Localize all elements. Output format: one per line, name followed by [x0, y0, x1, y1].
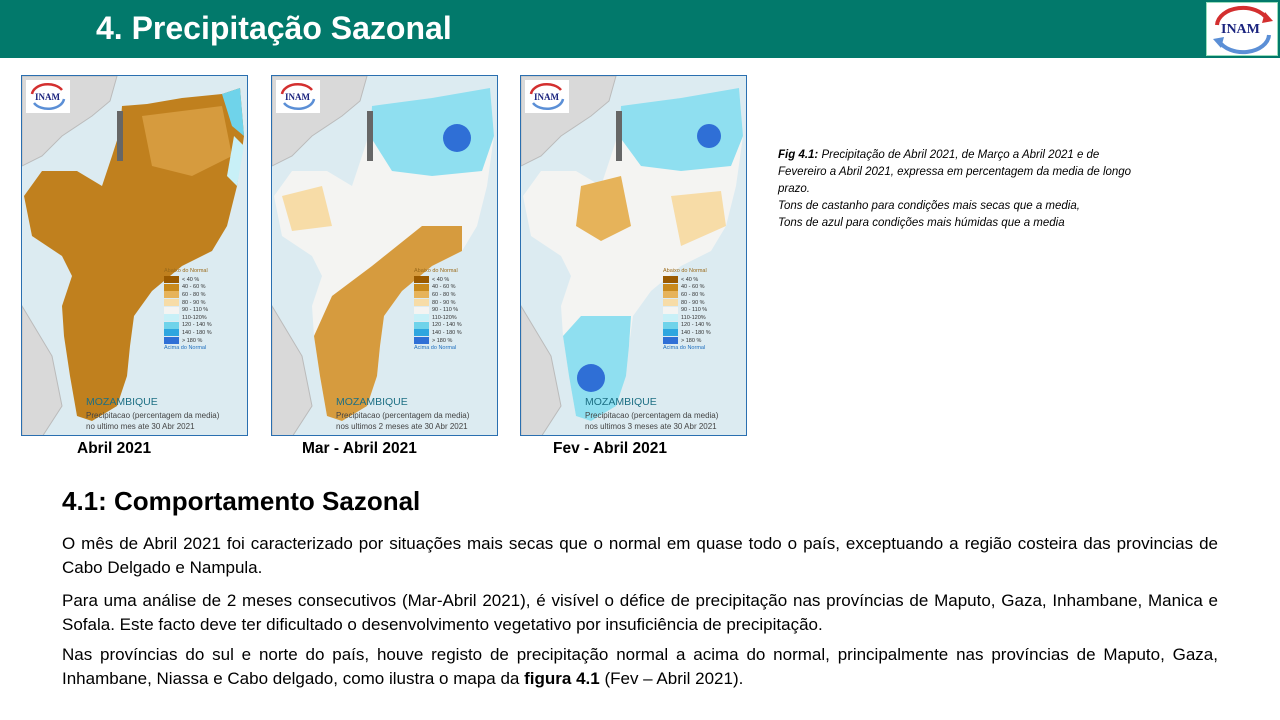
legend-swatch — [663, 307, 678, 314]
map-country-name: MOZAMBIQUE — [585, 396, 657, 408]
legend-swatch — [414, 322, 429, 329]
legend-swatch — [663, 322, 678, 329]
legend-row — [414, 314, 462, 322]
legend-swatch — [414, 276, 429, 283]
legend-header: Abaixo do Normal — [663, 268, 707, 274]
figure-caption-line2: Tons de castanho para condições mais secas que a media, — [778, 200, 1080, 212]
map-country-name: MOZAMBIQUE — [336, 396, 408, 408]
legend-swatch — [414, 337, 429, 344]
page-title: 4. Precipitação Sazonal — [96, 10, 452, 46]
legend-label: 140 - 180 % — [432, 329, 462, 336]
figure-caption-line3: Tons de azul para condições mais húmidas que a media — [778, 217, 1065, 229]
legend-row — [663, 284, 711, 292]
paragraph-1: O mês de Abril 2021 foi caracterizado por situações mais secas que o normal em quase todo o país, exceptuando a região costeira das provincias de Cabo Delgado e Nampula. — [62, 534, 1218, 577]
legend-row — [663, 276, 711, 284]
map-label-abril: Abril 2021 — [77, 440, 152, 457]
map-country-name: MOZAMBIQUE — [86, 396, 158, 408]
legend-row — [663, 322, 711, 330]
legend-swatch — [164, 307, 179, 314]
legend-label: 110-120% — [432, 314, 457, 321]
legend-label: 40 - 60 % — [182, 284, 206, 291]
figure-reference: figura 4.1 — [524, 669, 600, 688]
legend-label: > 180 % — [182, 337, 203, 344]
legend-label: < 40 % — [182, 276, 200, 283]
legend-header: Abaixo do Normal — [164, 268, 208, 274]
legend — [414, 268, 462, 351]
precipitation-map-mar-abril — [272, 76, 498, 436]
legend-swatch — [164, 284, 179, 291]
header-bar — [0, 0, 1280, 58]
legend-footer: Acima do Normal — [414, 345, 457, 352]
figure-caption-prefix: Fig 4.1: — [778, 149, 819, 161]
legend-row — [414, 299, 462, 307]
legend-swatch — [663, 291, 678, 298]
legend-row — [414, 276, 462, 284]
legend-swatch — [164, 291, 179, 298]
legend-row — [414, 322, 462, 330]
map-label-mar-abril: Mar - Abril 2021 — [302, 440, 417, 457]
paragraph-3-end: (Fev – Abril 2021). — [599, 669, 744, 688]
legend-label: 80 - 90 % — [182, 299, 206, 306]
legend-label: > 180 % — [432, 337, 453, 344]
map-inam-logo — [276, 80, 320, 113]
legend-label: 90 - 110 % — [182, 307, 209, 314]
map-caption-line1: Precipitacao (percentagem da media) — [585, 411, 719, 420]
legend-label: 40 - 60 % — [432, 284, 456, 291]
legend-row — [663, 299, 711, 307]
figure-caption-text: Precipitação de Abril 2021, de Março a Abril 2021 e de Fevereiro a Abril 2021, expressa em percentagem da media de longo prazo. — [778, 149, 1132, 195]
legend-swatch — [164, 299, 179, 306]
legend-row — [414, 284, 462, 292]
legend-label: 80 - 90 % — [681, 299, 705, 306]
legend-footer: Acima do Normal — [663, 345, 706, 352]
legend-row — [164, 322, 212, 330]
map-caption — [585, 410, 718, 432]
map-panel-mar-abril — [271, 75, 498, 436]
legend — [663, 268, 711, 351]
legend-row — [164, 276, 212, 284]
legend-swatch — [414, 307, 429, 314]
legend-row — [414, 306, 462, 314]
map-logo-text: INAM — [534, 92, 559, 102]
map-caption-line2: nos ultimos 2 meses ate 30 Abr 2021 — [336, 422, 468, 431]
legend-row — [164, 284, 212, 292]
legend-swatch — [414, 329, 429, 336]
legend-row — [164, 329, 212, 337]
logo-text: INAM — [1221, 22, 1260, 37]
section-title: 4.1: Comportamento Sazonal — [62, 486, 421, 516]
map-caption-line1: Precipitacao (percentagem da media) — [86, 411, 220, 420]
legend-swatch — [663, 276, 678, 283]
map-inam-logo — [26, 80, 70, 113]
legend-label: < 40 % — [681, 276, 699, 283]
legend-row — [414, 329, 462, 337]
legend-label: < 40 % — [432, 276, 450, 283]
legend-row — [663, 337, 711, 345]
map-caption-line2: nos ultimos 3 meses ate 30 Abr 2021 — [585, 422, 717, 431]
legend-row — [164, 314, 212, 322]
paragraph-3 — [62, 643, 1218, 691]
legend-row — [414, 291, 462, 299]
legend-header: Abaixo do Normal — [414, 268, 458, 274]
figure-caption — [778, 147, 1138, 232]
legend — [164, 268, 212, 351]
legend-label: 60 - 80 % — [432, 291, 456, 298]
legend-label: 60 - 80 % — [681, 291, 705, 298]
paragraph-2: Para uma análise de 2 meses consecutivos (Mar-Abril 2021), é visível o défice de precipitação nas províncias de Maputo, Gaza, Inhambane, Manica e Sofala. Este facto deve ter dificultado o desenvolvimento vegetativo por insuficiência de precipitação. — [62, 591, 1218, 634]
legend-swatch — [663, 284, 678, 291]
legend-label: 60 - 80 % — [182, 291, 206, 298]
legend-row — [663, 329, 711, 337]
legend-swatch — [414, 291, 429, 298]
legend-label: 90 - 110 % — [432, 307, 459, 314]
legend-label: 90 - 110 % — [681, 307, 708, 314]
legend-row — [663, 306, 711, 314]
inam-logo — [1206, 2, 1278, 56]
legend-swatch — [414, 314, 429, 321]
figure-caption-line1 — [778, 147, 1138, 198]
map-logo-text: INAM — [35, 92, 60, 102]
legend-row — [663, 314, 711, 322]
legend-row — [164, 291, 212, 299]
legend-label: > 180 % — [681, 337, 702, 344]
legend-swatch — [164, 337, 179, 344]
legend-swatch — [663, 314, 678, 321]
map-caption-line2: no ultimo mes ate 30 Abr 2021 — [86, 422, 195, 431]
map-panel-fev-abril — [520, 75, 747, 436]
legend-label: 110-120% — [182, 314, 207, 321]
legend-row — [164, 306, 212, 314]
map-panel-abril — [21, 75, 248, 436]
legend-label: 110-120% — [681, 314, 706, 321]
legend-row — [164, 299, 212, 307]
legend-row — [164, 337, 212, 345]
legend-swatch — [663, 329, 678, 336]
legend-swatch — [164, 329, 179, 336]
legend-label: 80 - 90 % — [432, 299, 456, 306]
map-caption-line1: Precipitacao (percentagem da media) — [336, 411, 470, 420]
legend-footer: Acima do Normal — [164, 345, 207, 352]
legend-label: 120 - 140 % — [432, 322, 462, 329]
legend-swatch — [164, 276, 179, 283]
map-caption — [86, 410, 219, 432]
legend-label: 40 - 60 % — [681, 284, 705, 291]
legend-swatch — [164, 314, 179, 321]
legend-swatch — [663, 337, 678, 344]
legend-swatch — [414, 284, 429, 291]
legend-label: 140 - 180 % — [681, 329, 711, 336]
legend-row — [414, 337, 462, 345]
map-logo-text: INAM — [285, 92, 310, 102]
map-label-fev-abril: Fev - Abril 2021 — [553, 440, 668, 457]
precipitation-map-fev-abril — [521, 76, 747, 436]
legend-swatch — [164, 322, 179, 329]
legend-swatch — [663, 299, 678, 306]
legend-label: 120 - 140 % — [182, 322, 212, 329]
legend-label: 140 - 180 % — [182, 329, 212, 336]
legend-label: 120 - 140 % — [681, 322, 711, 329]
map-inam-logo — [525, 80, 569, 113]
map-caption — [336, 410, 469, 432]
precipitation-map-abril — [22, 76, 248, 436]
legend-row — [663, 291, 711, 299]
legend-swatch — [414, 299, 429, 306]
paragraph-3-start: Nas províncias do sul e norte do país, houve registo de precipitação normal a acima do normal, principalmente nas províncias de Maputo, Gaza, Inhambane, Niassa e Cabo delgado, como ilustra o mapa da — [62, 645, 1218, 688]
